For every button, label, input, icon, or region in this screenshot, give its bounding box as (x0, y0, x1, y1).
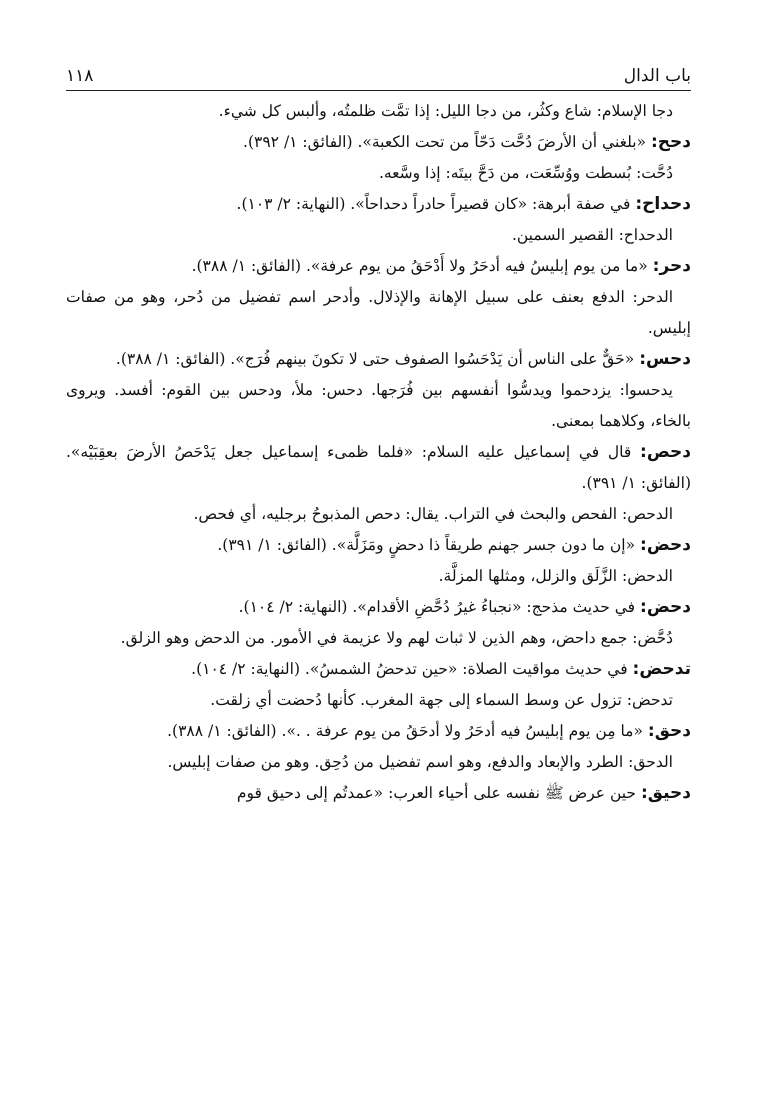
entry-gloss-paragraph (66, 623, 691, 654)
entry-headword-paragraph (66, 437, 691, 499)
chapter-title: باب الدال (623, 66, 691, 86)
dictionary-entries (66, 96, 691, 1096)
entry-text: تدحض: تزول عن وسط السماء إلى جهة المغرب. كأنها دُحضت أي زلقت. (210, 691, 673, 709)
entry-text: دجا الإسلام: شاع وكثُر، من دجا الليل: إذا تمَّت ظلمتُه، وألبس كل شيء. (218, 102, 673, 120)
entry-gloss-paragraph (66, 158, 691, 189)
header-rule (66, 90, 691, 91)
entry-text: الدحص: الفحص والبحث في التراب. يقال: دحص المذبوحُ برجليه، أي فحص. (193, 505, 673, 523)
entry-headword-paragraph (66, 530, 691, 561)
entry-gloss-paragraph (66, 561, 691, 592)
entry-text: في حديث مذحج: «نجباءُ غيرُ دُحَّضِ الأقدام». (النهاية: ٢/ ١٠٤). (238, 598, 636, 616)
entry-gloss-paragraph (66, 375, 691, 437)
entry-text: قال في إسماعيل عليه السلام: «فلما ظمىء إسماعيل جعل يَدْحَصُ الأرضَ بعقِبَيْه». (الفائق: ١/ ٣٩١). (66, 443, 691, 492)
entry-text: «بلغني أن الأرضَ دُحَّت دَحّاً من تحت الكعبة». (الفائق: ١/ ٣٩٢). (243, 133, 647, 151)
entry-headword: دحق: (647, 721, 691, 741)
entry-text: الدحض: الزَّلَق والزلل، ومثلها المزلَّة. (438, 567, 673, 585)
entry-text: في حديث مواقيت الصلاة: «حين تدحضُ الشمسُ». (النهاية: ٢/ ١٠٤). (191, 660, 628, 678)
entry-gloss-paragraph (66, 685, 691, 716)
entry-headword-paragraph (66, 778, 691, 809)
entry-headword: دحض: (640, 597, 691, 617)
entry-text: دُحَّض: جمع داحض، وهم الذين لا ثبات لهم ولا عزيمة في الأمور. من الدحض وهو الزلق. (120, 629, 673, 647)
entry-text: يدحسوا: يزدحموا ويدسُّوا أنفسهم بين فُرَجها. دحس: ملأ، ودحس بين القوم: أفسد. ويروى بالخاء، وكلاهما بمعنى. (66, 381, 691, 430)
page-number: ١١٨ (66, 66, 94, 86)
entry-gloss-paragraph (66, 499, 691, 530)
entry-text: «إن ما دون جسر جهنم طريقاً ذا دحضٍ ومَزَلَّة». (الفائق: ١/ ٣٩١). (217, 536, 636, 554)
entry-headword-paragraph (66, 189, 691, 220)
entry-text: الدحداح: القصير السمين. (511, 226, 673, 244)
entry-gloss-paragraph (66, 96, 691, 127)
entry-text: «ما مِن يوم إبليسُ فيه أدحَرُ ولا أدحَقُ من يوم عرفة . .». (الفائق: ١/ ٣٨٨). (167, 722, 643, 740)
entry-headword: دحيق: (640, 783, 691, 803)
entry-headword: تدحض: (632, 659, 691, 679)
entry-text: «ما من يوم إبليسُ فيه أدحَرُ ولا أَدْحَقُ من يوم عرفة». (الفائق: ١/ ٣٨٨). (191, 257, 648, 275)
entry-headword: دحر: (652, 256, 691, 276)
entry-gloss-paragraph (66, 220, 691, 251)
entry-headword-paragraph (66, 251, 691, 282)
entry-text: دُحَّت: بُسطت ووُسِّعَت، من دَحَّ بيتَه: إذا وسَّعه. (378, 164, 673, 182)
entry-text: في صفة أبرهة: «كان قصيراً حادراً دحداحاً». (النهاية: ٢/ ١٠٣). (236, 195, 631, 213)
entry-headword-paragraph (66, 716, 691, 747)
entry-gloss-paragraph (66, 282, 691, 344)
entry-gloss-paragraph (66, 747, 691, 778)
entry-headword-paragraph (66, 654, 691, 685)
entry-headword-paragraph (66, 592, 691, 623)
page-header (66, 52, 691, 86)
entry-headword: دحض: (640, 535, 691, 555)
entry-text: حين عرض ﷺ نفسه على أحياء العرب: «عمدتُم إلى دحيق قوم (236, 784, 637, 802)
entry-headword: دحح: (650, 132, 691, 152)
entry-text: الدحق: الطرد والإبعاد والدفع، وهو اسم تفضيل من دُحِق. وهو من صفات إبليس. (167, 753, 673, 771)
entry-headword-paragraph (66, 127, 691, 158)
entry-headword: دحداح: (635, 194, 691, 214)
entry-text: «حَقٌّ على الناس أن يَدْحَسُوا الصفوف حتى لا تكونَ بينهم فُرَج». (الفائق: ١/ ٣٨٨). (115, 350, 635, 368)
entry-headword-paragraph (66, 344, 691, 375)
entry-headword: دحس: (639, 349, 691, 369)
entry-text: الدحر: الدفع بعنف على سبيل الإهانة والإذلال. وأدحر اسم تفضيل من دُحر، وهو من صفات إبليس. (66, 288, 691, 337)
entry-headword: دحص: (640, 442, 691, 462)
